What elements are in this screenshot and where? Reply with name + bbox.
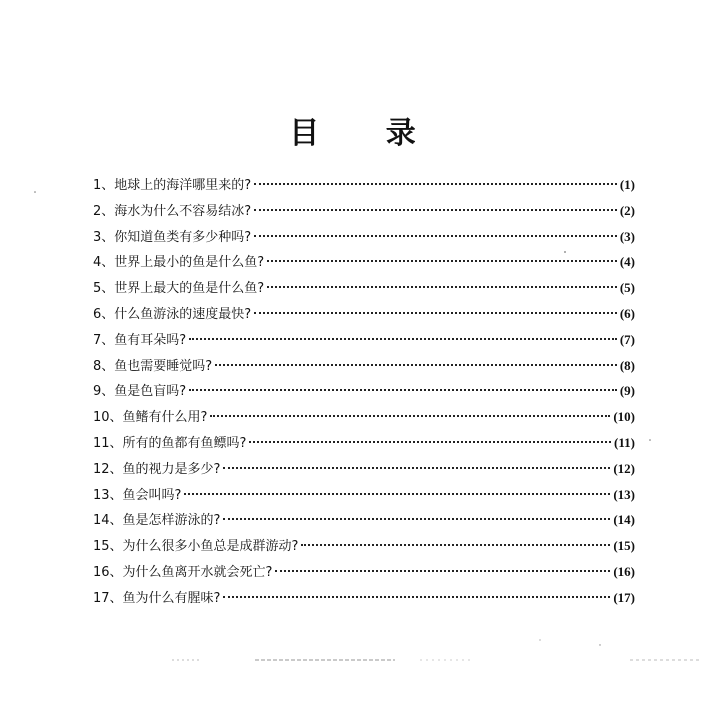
toc-entry-title: 11、所有的鱼都有鱼鳔吗? [93,435,247,451]
dot-leader [254,183,617,185]
toc-page-number: (6) [619,305,635,321]
toc-entry[interactable] [93,249,635,275]
toc-page-number: (10) [613,409,635,425]
toc-entry-title: 14、鱼是怎样游泳的? [93,513,221,529]
toc-entry[interactable] [93,353,635,379]
dot-leader [267,260,617,262]
dot-leader [267,286,617,288]
toc-entry-title: 8、鱼也需要睡觉吗? [93,358,213,374]
dot-leader [189,389,617,391]
dot-leader [254,312,617,314]
toc-entry[interactable] [93,224,635,250]
toc-entry-title: 16、为什么鱼离开水就会死亡? [93,564,273,580]
dot-leader [210,415,610,417]
toc-entry[interactable] [93,275,635,301]
toc-entry[interactable] [93,172,635,198]
toc-entry-title: 5、世界上最大的鱼是什么鱼? [93,281,265,297]
toc-entry[interactable] [93,301,635,327]
dot-leader [223,596,610,598]
dot-leader [184,493,610,495]
toc-page-number: (11) [614,434,635,450]
toc-entry-title: 12、鱼的视力是多少? [93,461,221,477]
scan-speck [649,439,651,441]
toc-entry[interactable] [93,198,635,224]
toc-entry-title: 17、鱼为什么有腥味? [93,590,221,606]
toc-page-number: (1) [619,177,635,192]
toc-page-number: (12) [613,460,635,476]
toc-entry-title: 2、海水为什么不容易结冰? [93,203,252,219]
toc-page-number: (2) [619,202,635,218]
toc-entry-title: 1、地球上的海洋哪里来的? [93,178,252,193]
toc-entry-title: 3、你知道鱼类有多少种吗? [93,229,252,245]
toc-entry-title: 4、世界上最小的鱼是什么鱼? [93,255,265,271]
dot-leader [189,338,617,340]
scan-speck [34,191,36,193]
dot-leader [254,209,617,211]
toc-page-number: (13) [613,486,635,502]
toc-entry[interactable] [93,456,635,482]
dot-leader [223,518,610,520]
toc-page-number: (7) [619,331,635,347]
table-of-contents [93,172,635,611]
toc-entry-title: 6、什么鱼游泳的速度最快? [93,306,252,322]
toc-entry[interactable] [93,327,635,353]
toc-entry[interactable] [93,482,635,508]
dot-leader [215,364,617,366]
toc-entry[interactable] [93,404,635,430]
scan-speck [539,639,540,640]
toc-page-number: (5) [619,280,635,296]
scan-speck [599,644,600,645]
toc-entry[interactable] [93,507,635,533]
toc-entry[interactable] [93,533,635,559]
toc-page-number: (4) [619,254,635,270]
dot-leader [301,544,610,546]
dot-leader [275,570,610,572]
toc-entry-title: 13、鱼会叫吗? [93,487,182,503]
dot-leader [223,467,610,469]
toc-entry-title: 10、鱼鳍有什么用? [93,410,208,426]
toc-page-number: (15) [613,538,635,554]
dot-leader [249,441,611,443]
toc-page-number: (16) [613,563,635,579]
toc-page-number: (8) [619,357,635,373]
toc-page-number: (14) [613,512,635,528]
toc-entry-title: 9、鱼是色盲吗? [93,384,187,400]
toc-page-number: (17) [613,589,635,605]
toc-entry[interactable] [93,559,635,585]
toc-entry[interactable] [93,378,635,404]
toc-entry[interactable] [93,585,635,611]
toc-entry[interactable] [93,430,635,456]
toc-entry-title: 15、为什么很多小鱼总是成群游动? [93,539,299,555]
dot-leader [254,235,617,237]
toc-page-number: (9) [619,383,635,399]
toc-page-number: (3) [619,228,635,244]
page-title: 目 录 [289,116,444,151]
toc-entry-title: 7、鱼有耳朵吗? [93,332,187,348]
